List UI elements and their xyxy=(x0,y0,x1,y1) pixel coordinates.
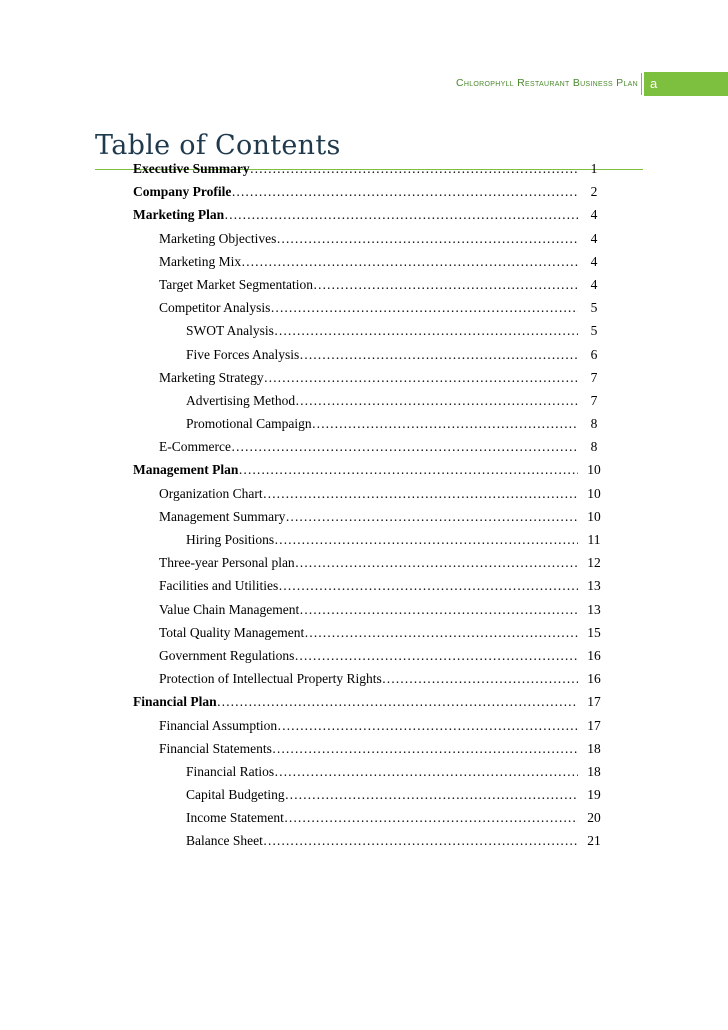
toc-entry-text: Value Chain Management xyxy=(159,601,300,617)
toc-entry-label xyxy=(159,250,578,273)
toc-entry-text: Marketing Plan xyxy=(133,207,225,223)
toc-entry-label xyxy=(186,806,578,829)
toc-entry[interactable] xyxy=(0,760,728,783)
toc-entry-page: 15 xyxy=(587,624,601,640)
toc-entry-label xyxy=(159,598,578,621)
toc-entry-text: Promotional Campaign xyxy=(186,416,312,432)
toc-entry-page: 18 xyxy=(587,740,601,756)
toc-entry[interactable] xyxy=(0,366,728,389)
toc-entry[interactable] xyxy=(0,528,728,551)
toc-entry-page: 5 xyxy=(590,323,598,339)
toc-entry-page: 11 xyxy=(587,532,601,547)
toc-list xyxy=(0,157,728,853)
toc-entry-text: Facilities and Utilities xyxy=(159,578,279,594)
toc-entry-text: Advertising Method xyxy=(186,392,296,408)
toc-entry-text: Hiring Positions xyxy=(186,532,275,547)
toc-entry-label xyxy=(186,343,578,366)
toc-entry[interactable] xyxy=(0,806,728,829)
toc-entry-label xyxy=(186,783,578,806)
toc-entry[interactable] xyxy=(0,621,728,644)
toc-entry[interactable] xyxy=(0,157,728,180)
toc-entry-page: 4 xyxy=(590,276,598,292)
toc-entry-text: Three-year Personal plan xyxy=(159,555,295,571)
toc-entry-label xyxy=(159,574,578,597)
toc-entry[interactable] xyxy=(0,644,728,667)
toc-entry-page: 1 xyxy=(590,161,598,176)
running-header xyxy=(0,72,728,102)
toc-entry[interactable] xyxy=(0,690,728,713)
toc-entry-text: Government Regulations xyxy=(159,647,295,663)
toc-entry[interactable] xyxy=(0,203,728,226)
toc-entry[interactable] xyxy=(0,667,728,690)
toc-entry-text: Company Profile xyxy=(133,184,232,200)
toc-entry-page: 20 xyxy=(587,810,601,826)
toc-entry-label xyxy=(133,203,578,226)
toc-entry-text: Capital Budgeting xyxy=(186,787,285,803)
toc-entry-page: 16 xyxy=(587,647,601,663)
toc-entry[interactable] xyxy=(0,435,728,458)
toc-entry-page: 8 xyxy=(590,439,598,455)
toc-entry[interactable] xyxy=(0,829,728,852)
toc-entry[interactable] xyxy=(0,505,728,528)
toc-entry-text: Protection of Intellectual Property Rights xyxy=(159,671,382,687)
toc-entry-page: 17 xyxy=(587,694,601,710)
toc-entry[interactable] xyxy=(0,343,728,366)
toc-entry-label xyxy=(159,273,578,296)
toc-entry-page: 10 xyxy=(587,462,601,478)
toc-entry[interactable] xyxy=(0,273,728,296)
toc-entry-page: 5 xyxy=(590,300,598,316)
toc-entry[interactable] xyxy=(0,482,728,505)
page-title: Table of Contents xyxy=(95,130,341,161)
toc-entry-label xyxy=(159,551,578,574)
toc-entry-label xyxy=(159,714,578,737)
toc-entry-label xyxy=(159,227,578,250)
toc-entry-label xyxy=(159,505,578,528)
toc-entry-label xyxy=(159,737,578,760)
toc-entry-text: Financial Assumption xyxy=(159,717,278,733)
toc-entry-page: 19 xyxy=(587,787,601,803)
toc-entry-label xyxy=(133,690,578,713)
toc-entry-text: Marketing Mix xyxy=(159,253,242,269)
toc-entry-label xyxy=(133,157,578,180)
toc-entry-label xyxy=(159,435,578,458)
toc-entry-text: Marketing Strategy xyxy=(159,369,264,385)
toc-entry-label xyxy=(186,760,578,783)
toc-entry[interactable] xyxy=(0,319,728,342)
toc-entry-text: Executive Summary xyxy=(133,161,250,176)
toc-entry-text: SWOT Analysis xyxy=(186,323,274,339)
toc-entry-label xyxy=(159,366,578,389)
toc-entry-label xyxy=(186,389,578,412)
toc-entry[interactable] xyxy=(0,412,728,435)
toc-entry[interactable] xyxy=(0,737,728,760)
toc-entry-text: Financial Statements xyxy=(159,740,272,756)
toc-entry[interactable] xyxy=(0,180,728,203)
toc-entry[interactable] xyxy=(0,714,728,737)
toc-entry-label xyxy=(186,528,578,551)
toc-entry-label xyxy=(133,180,578,203)
toc-entry-page: 10 xyxy=(587,508,601,524)
toc-entry-text: Management Plan xyxy=(133,462,239,478)
toc-entry-label xyxy=(159,482,578,505)
toc-entry-page: 17 xyxy=(587,717,601,733)
toc-entry-page: 12 xyxy=(587,555,601,571)
toc-entry-label xyxy=(186,412,578,435)
document-title: Chlorophyll Restaurant Business Plan xyxy=(455,77,638,89)
toc-entry-page: 4 xyxy=(590,230,598,246)
toc-entry-label xyxy=(159,644,578,667)
toc-entry-text: Balance Sheet xyxy=(186,833,263,849)
toc-entry-text: Management Summary xyxy=(159,508,286,524)
toc-entry-page: 8 xyxy=(590,416,598,432)
toc-entry-label xyxy=(133,458,578,481)
toc-entry-page: 13 xyxy=(587,578,601,594)
toc-entry-page: 18 xyxy=(587,763,601,779)
toc-entry[interactable] xyxy=(0,598,728,621)
toc-entry-text: Total Quality Management xyxy=(159,624,305,640)
toc-entry-page: 4 xyxy=(590,253,598,269)
toc-entry-label xyxy=(186,829,578,852)
toc-entry-text: Organization Chart xyxy=(159,485,263,501)
toc-entry-text: Five Forces Analysis xyxy=(186,346,300,362)
toc-entry-text: Financial Plan xyxy=(133,694,217,710)
toc-entry-label xyxy=(186,319,578,342)
page-label-badge: a xyxy=(644,72,728,96)
toc-entry-label xyxy=(159,667,578,690)
toc-entry-page: 4 xyxy=(590,207,598,223)
toc-entry-page: 6 xyxy=(590,346,598,362)
toc-entry-page: 21 xyxy=(587,833,601,849)
toc-entry[interactable] xyxy=(0,574,728,597)
header-divider xyxy=(641,73,642,95)
toc-entry-page: 13 xyxy=(587,601,601,617)
toc-entry[interactable] xyxy=(0,783,728,806)
toc-entry[interactable] xyxy=(0,458,728,481)
toc-entry-text: Target Market Segmentation xyxy=(159,276,314,292)
toc-entry[interactable] xyxy=(0,296,728,319)
toc-entry-text: Marketing Objectives xyxy=(159,230,277,246)
toc-entry[interactable] xyxy=(0,227,728,250)
toc-entry-text: Financial Ratios xyxy=(186,763,275,779)
toc-entry[interactable] xyxy=(0,250,728,273)
toc-entry[interactable] xyxy=(0,389,728,412)
toc-entry-page: 10 xyxy=(587,485,601,501)
toc-entry-label xyxy=(159,621,578,644)
toc-entry-text: E-Commerce xyxy=(159,439,231,455)
toc-entry-page: 7 xyxy=(590,392,598,408)
toc-entry-page: 7 xyxy=(590,369,598,385)
toc-entry-text: Income Statement xyxy=(186,810,284,826)
toc-entry-page: 16 xyxy=(587,671,601,687)
toc-entry-page: 2 xyxy=(590,184,598,200)
toc-entry-text: Competitor Analysis xyxy=(159,300,271,316)
toc-entry-label xyxy=(159,296,578,319)
toc-entry[interactable] xyxy=(0,551,728,574)
